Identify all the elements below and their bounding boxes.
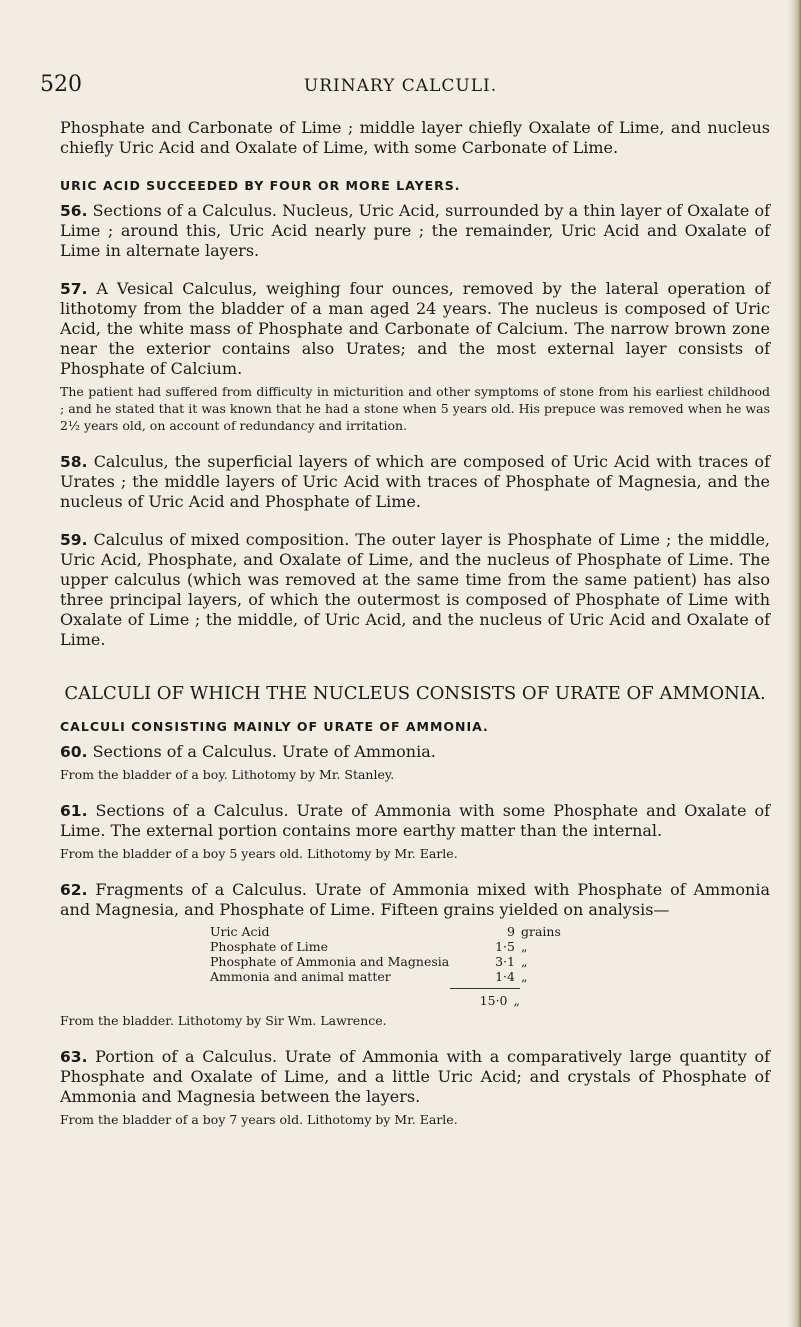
section-title: CALCULI OF WHICH THE NUCLEUS CONSISTS OF URATE OF AMMONIA. <box>64 683 766 704</box>
entry-text: Calculus, the superficial layers of which are composed of Uric Acid with traces of Urates ; the middle layers of Uric Acid with traces of Phosphate of Magnesia, and the nucleus of Uric Acid and Phosphate of Lime. <box>60 452 770 511</box>
component-unit: „ <box>521 969 528 984</box>
component-value: 1·5 <box>495 939 515 954</box>
analysis-row <box>210 924 610 939</box>
intro-paragraph: Phosphate and Carbonate of Lime ; middle layer chiefly Oxalate of Lime, and nucleus chiefly Uric Acid and Oxalate of Lime, with some Carbonate of Lime. <box>60 118 770 157</box>
entry-number: 57. <box>60 280 88 298</box>
analysis-row <box>210 939 610 954</box>
component-value: 3·1 <box>495 954 515 969</box>
page-edge <box>787 0 801 1327</box>
entry-number: 63. <box>60 1048 88 1066</box>
entry-56 <box>60 201 770 261</box>
entry-number: 60. <box>60 743 88 761</box>
entry-57 <box>60 279 770 434</box>
entry-60 <box>60 742 770 783</box>
entry-note: From the bladder. Lithotomy by Sir Wm. Lawrence. <box>60 1013 387 1028</box>
entry-text: A Vesical Calculus, weighing four ounces, removed by the lateral operation of lithotomy from the bladder of a man aged 24 years. The nucleus is composed of Uric Acid, the white mass of Phosphate and Carbonate of Calcium. The narrow brown zone near the exterior contains also Urates; and the most external layer consists of Phosphate of Calcium. <box>60 279 770 378</box>
entry-number: 62. <box>60 881 88 899</box>
page-header <box>0 72 801 106</box>
component-unit: „ <box>521 954 528 969</box>
analysis-row <box>210 969 610 984</box>
entry-number: 56. <box>60 202 88 220</box>
page-number: 520 <box>40 72 82 97</box>
subheading-urate: CALCULI CONSISTING MAINLY OF URATE OF AMMONIA. <box>60 719 489 734</box>
entry-note: From the bladder of a boy 5 years old. Lithotomy by Mr. Earle. <box>60 846 458 861</box>
entry-text: Sections of a Calculus. Urate of Ammonia with some Phosphate and Oxalate of Lime. The external portion contains more earthy matter than the internal. <box>60 801 771 840</box>
entry-63 <box>60 1047 770 1128</box>
component-name: Phosphate of Lime <box>210 939 328 954</box>
subheading-uric-acid: URIC ACID SUCCEEDED BY FOUR OR MORE LAYERS. <box>60 178 461 193</box>
component-unit: „ <box>521 939 528 954</box>
entry-text: Portion of a Calculus. Urate of Ammonia with a comparatively large quantity of Phosphate and Oxalate of Lime, and a little Uric Acid; and crystals of Phosphate of Ammonia and Magnesia between the layers. <box>60 1047 770 1106</box>
page-content <box>60 118 770 1128</box>
component-unit: grains <box>521 924 561 939</box>
entry-58 <box>60 452 770 512</box>
entry-note: From the bladder of a boy. Lithotomy by Mr. Stanley. <box>60 767 395 782</box>
component-value: 9 <box>507 924 515 939</box>
analysis-total <box>450 988 520 1008</box>
component-name: Ammonia and animal matter <box>210 969 391 984</box>
entry-text: Calculus of mixed composition. The outer layer is Phosphate of Lime ; the middle, Uric Acid, Phosphate, and Oxalate of Lime, and the nucleus of Phosphate of Lime. The upper calculus (which was removed at the same time from the same patient) has also three principal layers, of which the outermost is composed of Phosphate of Lime with Oxalate of Lime ; the middle, of Uric Acid, and the nucleus of Uric Acid and Oxalate of Lime. <box>60 530 770 649</box>
entry-number: 61. <box>60 802 88 820</box>
total-value: 15·0 <box>479 993 508 1008</box>
component-value: 1·4 <box>495 969 515 984</box>
entry-text: Sections of a Calculus. Nucleus, Uric Acid, surrounded by a thin layer of Oxalate of Lime ; around this, Uric Acid nearly pure ; the remainder, Uric Acid and Oxalate of Lime in alternate layers. <box>60 201 771 260</box>
running-title: URINARY CALCULI. <box>303 76 498 96</box>
entry-62 <box>60 880 770 1029</box>
entry-number: 58. <box>60 453 88 471</box>
analysis-row <box>210 954 610 969</box>
analysis-table <box>210 924 610 1008</box>
entry-text: Fragments of a Calculus. Urate of Ammonia mixed with Phosphate of Ammonia and Magnesia, and Phosphate of Lime. Fifteen grains yielded on analysis— <box>60 880 770 919</box>
component-name: Phosphate of Ammonia and Magnesia <box>210 954 450 969</box>
entry-note: From the bladder of a boy 7 years old. Lithotomy by Mr. Earle. <box>60 1112 458 1127</box>
entry-61 <box>60 801 770 862</box>
entry-59 <box>60 530 770 650</box>
component-name: Uric Acid <box>210 924 270 939</box>
entry-number: 59. <box>60 531 88 549</box>
total-unit: „ <box>513 993 520 1008</box>
entry-text: Sections of a Calculus. Urate of Ammonia. <box>92 742 436 761</box>
entry-note: The patient had suffered from difficulty in micturition and other symptoms of stone from his earliest childhood ; and he stated that it was known that he had a stone when 5 years old. His prepuce was removed when he was 2½ years old, on account of redundancy and irritation. <box>60 384 770 433</box>
